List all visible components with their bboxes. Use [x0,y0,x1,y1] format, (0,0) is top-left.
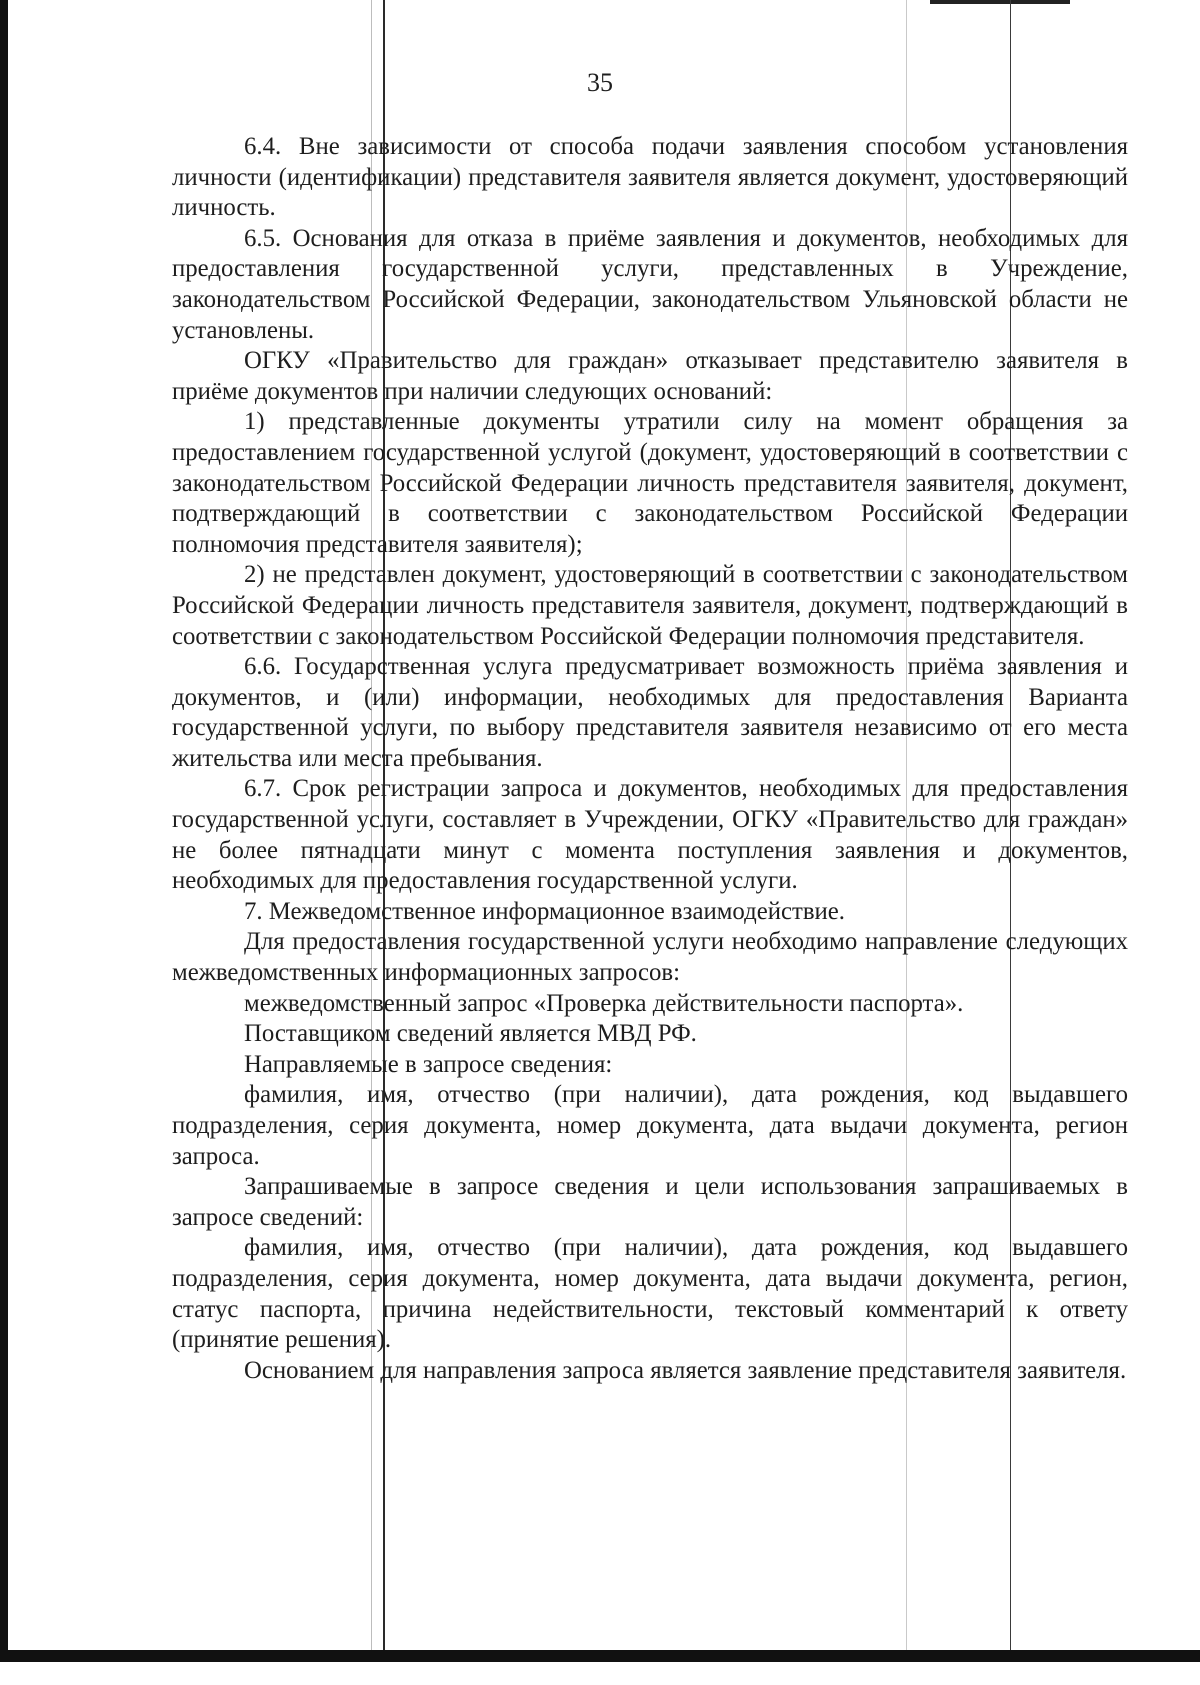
paragraph-requested-data: фамилия, имя, отчество (при наличии), дата рождения, код выдавшего подразделения, серия документа, номер документа, дата выдачи документа, регион, статус паспорта, причина недействительности, текстовый комментарий к ответу (принятие решения). [172,1234,1128,1354]
page-number: 35 [587,68,613,97]
paragraph-6-4: 6.4. Вне зависимости от способа подачи заявления способом установления личности (идентификации) представителя заявителя является документ, удостоверяющий личность. [172,133,1128,222]
paragraph-ogku-refusal: ОГКУ «Правительство для граждан» отказывает представителю заявителя в приёме документов при наличии следующих оснований: [172,347,1128,405]
paragraph-7-heading: 7. Межведомственное информационное взаимодействие. [244,897,846,925]
paragraph-6-5: 6.5. Основания для отказа в приёме заявления и документов, необходимых для предоставления государственной услуги, представленных в Учреждение, законодательством Российской Федерации, законодательством Ульяновской области не установлены. [172,224,1128,344]
paragraph-ground-1: 1) представленные документы утратили силу на момент обращения за предоставлением государственной услугой (документ, удостоверяющий в соответствии с законодательством Российской Федерации личность представителя заявителя, документ, подтверждающий в соответствии с законодательством Российской Федерации полномочия представителя заявителя); [172,408,1128,558]
scan-edge-left [0,0,8,1660]
paragraph-passport-request: межведомственный запрос «Проверка действительности паспорта». [244,989,964,1017]
paragraph-sent-data-heading: Направляемые в запросе сведения: [244,1050,613,1078]
paragraph-requested-data-heading: Запрашиваемые в запросе сведения и цели использования запрашиваемых в запросе сведений: [172,1173,1128,1231]
paragraph-requests-intro: Для предоставления государственной услуги необходимо направление следующих межведомственных информационных запросов: [172,928,1128,987]
paragraph-ground-2: 2) не представлен документ, удостоверяющий в соответствии с законодательством Российской Федерации личность представителя заявителя, документ, подтверждающий в соответствии с законодательством Российской Федерации полномочия представителя. [172,561,1128,650]
paragraph-basis: Основанием для направления запроса является заявление представителя заявителя. [244,1356,1127,1384]
document-body [172,132,1128,1386]
paragraph-sent-data: фамилия, имя, отчество (при наличии), дата рождения, код выдавшего подразделения, серия документа, номер документа, дата выдачи документа, регион запроса. [172,1081,1128,1170]
paragraph-supplier: Поставщиком сведений является МВД РФ. [244,1020,697,1048]
paragraph-6-7: 6.7. Срок регистрации запроса и документов, необходимых для предоставления государственной услуги, составляет в Учреждении, ОГКУ «Правительство для граждан» не более пятнадцати минут с момента поступления заявления и документов, необходимых для предоставления государственной услуги. [172,775,1128,895]
scan-edge-top [930,0,1070,4]
scan-edge-bottom [0,1650,1200,1662]
paragraph-6-6: 6.6. Государственная услуга предусматривает возможность приёма заявления и документов, и (или) информации, необходимых для предоставления Варианта государственной услуги, по выбору представителя заявителя независимо от его места жительства или места пребывания. [172,653,1128,772]
